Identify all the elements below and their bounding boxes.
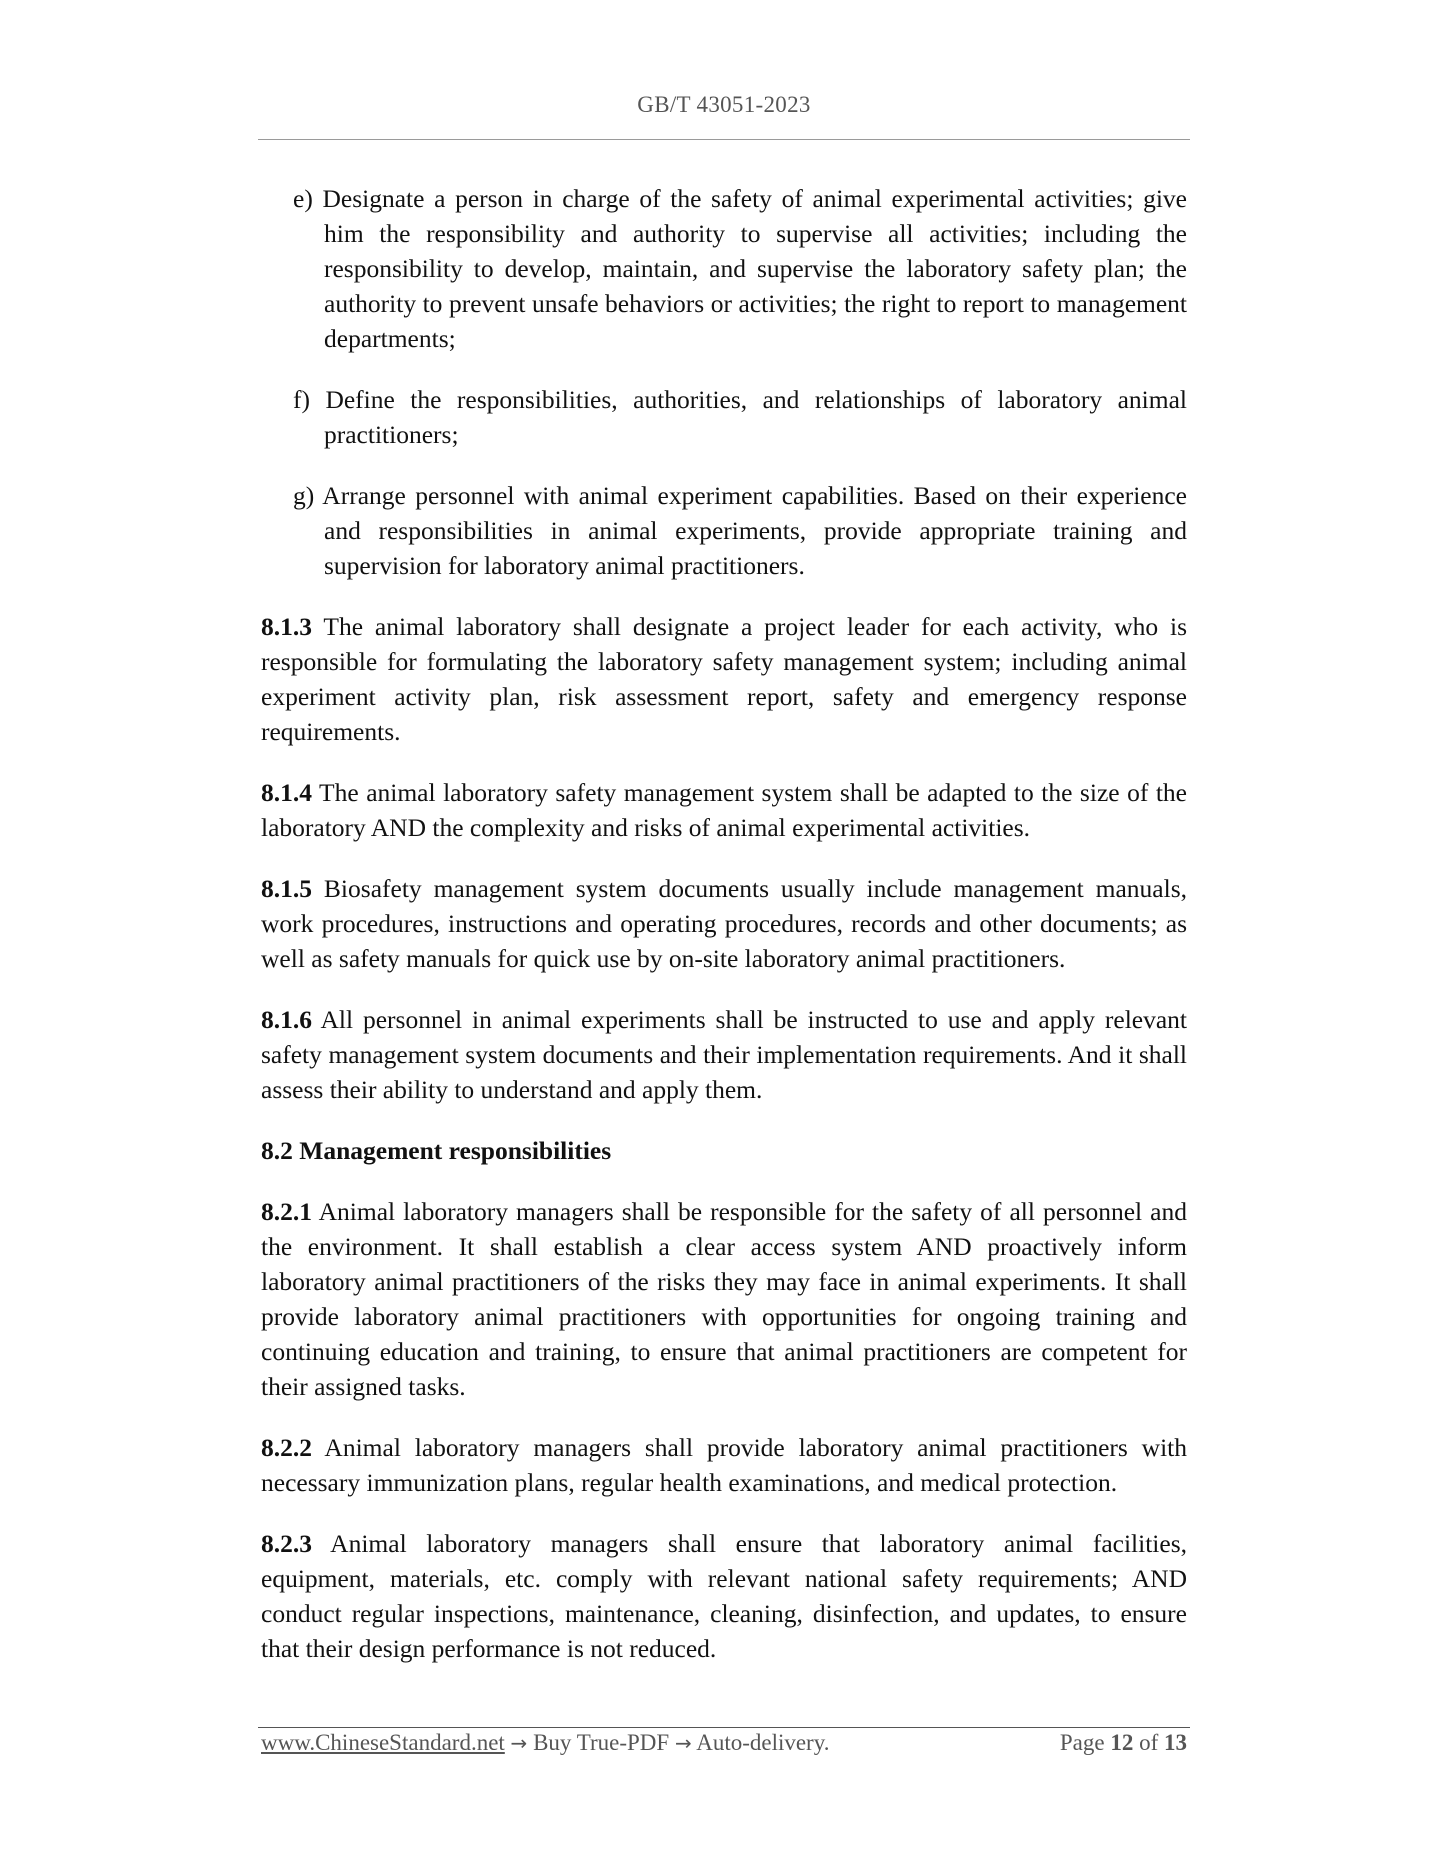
clause-text: Biosafety management system documents usually include management manuals, work procedures, instructions and operating procedures, records and other documents; as well as safety manuals for quick use by on-site laboratory animal practitioners. <box>261 874 1188 973</box>
page-footer <box>261 1730 1187 1756</box>
footer-promo <box>261 1730 829 1756</box>
page-of: of <box>1139 1730 1159 1755</box>
clause-number: 8.1.3 <box>261 612 312 641</box>
clause-8-1-5 <box>261 871 1187 976</box>
arrow-right-icon: → <box>510 1731 528 1755</box>
section-heading-8-2: 8.2 Management responsibilities <box>261 1136 612 1165</box>
site-link[interactable]: www.ChineseStandard.net <box>261 1730 505 1755</box>
clause-number: 8.1.5 <box>261 874 312 903</box>
delivery-text: Auto-delivery. <box>696 1730 830 1755</box>
page-number <box>1060 1730 1187 1756</box>
clause-text: The animal laboratory shall designate a project leader for each activity, who is responsible for formulating the laboratory safety management system; including animal experiment activity plan, risk assessment report, safety and emergency response requirements. <box>261 612 1187 746</box>
clause-8-2-3 <box>261 1526 1187 1666</box>
arrow-right-icon: → <box>674 1731 692 1755</box>
clause-8-2-1 <box>261 1194 1187 1404</box>
page-header-standard-code: GB/T 43051-2023 <box>637 92 811 117</box>
clause-text: Animal laboratory managers shall be responsible for the safety of all personnel and the environment. It shall establish a clear access system AND proactively inform laboratory animal practitioners of the risks they may face in animal experiments. It shall provide laboratory animal practitioners with opportunities for ongoing training and continuing education and training, to ensure that animal practitioners are competent for their assigned tasks. <box>261 1197 1187 1401</box>
list-item-f: f) Define the responsibilities, authorities, and relationships of laboratory animal practitioners; <box>293 385 1187 449</box>
clause-number: 8.2.3 <box>261 1529 312 1558</box>
clause-8-2-2 <box>261 1430 1187 1500</box>
clause-8-1-6 <box>261 1002 1187 1107</box>
clause-number: 8.2.2 <box>261 1433 312 1462</box>
clause-text: The animal laboratory safety management system shall be adapted to the size of the laboratory AND the complexity and risks of animal experimental activities. <box>261 778 1187 842</box>
page-label: Page <box>1059 1730 1105 1755</box>
list-item-g: g) Arrange personnel with animal experiment capabilities. Based on their experience and responsibilities in animal experiments, provide appropriate training and supervision for laboratory animal practitioners. <box>293 481 1187 580</box>
header-divider <box>258 139 1190 140</box>
footer-divider <box>258 1727 1190 1728</box>
clause-8-1-3 <box>261 609 1187 749</box>
page-current: 12 <box>1110 1730 1134 1755</box>
clause-number: 8.1.4 <box>261 778 312 807</box>
clause-text: Animal laboratory managers shall ensure that laboratory animal facilities, equipment, materials, etc. comply with relevant national safety requirements; AND conduct regular inspections, maintenance, cleaning, disinfection, and updates, to ensure that their design performance is not reduced. <box>261 1529 1188 1663</box>
clause-text: Animal laboratory managers shall provide laboratory animal practitioners with necessary immunization plans, regular health examinations, and medical protection. <box>261 1433 1187 1497</box>
list-item-e: e) Designate a person in charge of the safety of animal experimental activities; give him the responsibility and authority to supervise all activities; including the responsibility to develop, maintain, and supervise the laboratory safety plan; the authority to prevent unsafe behaviors or activities; the right to report to management departments; <box>293 184 1187 353</box>
clause-number: 8.1.6 <box>261 1005 312 1034</box>
clause-number: 8.2.1 <box>261 1197 312 1226</box>
clause-8-1-4 <box>261 775 1187 845</box>
page-body <box>261 181 1187 1692</box>
page-total: 13 <box>1164 1730 1187 1755</box>
clause-text: All personnel in animal experiments shall be instructed to use and apply relevant safety management system documents and their implementation requirements. And it shall assess their ability to understand and apply them. <box>261 1005 1187 1104</box>
buy-text: Buy True-PDF <box>533 1730 670 1755</box>
